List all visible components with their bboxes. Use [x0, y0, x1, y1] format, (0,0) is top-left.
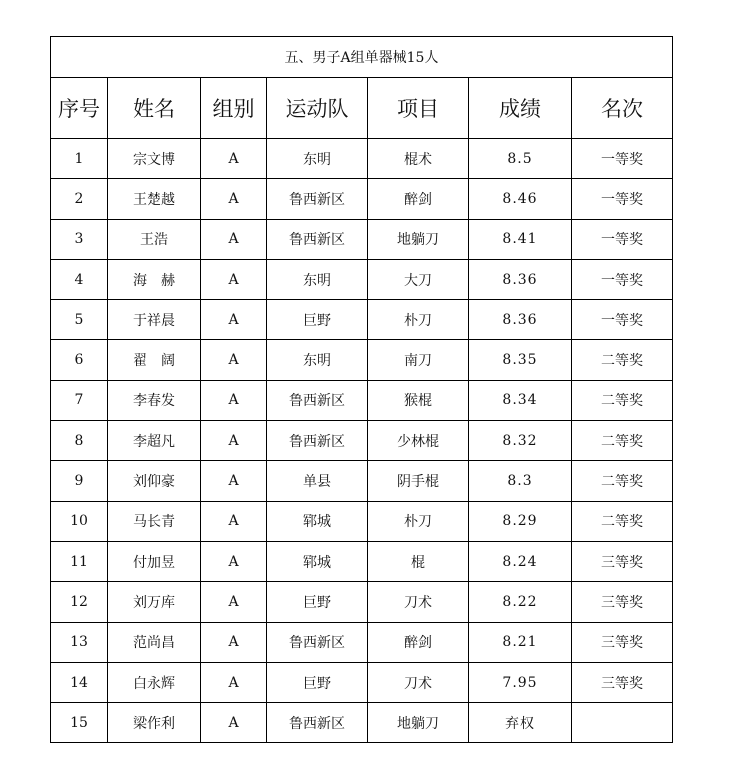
cell-name: 白永辉 [108, 662, 201, 702]
table-row [51, 259, 673, 299]
table-row [51, 461, 673, 501]
cell-name: 李春发 [108, 380, 201, 420]
cell-seq: 15 [51, 703, 108, 743]
cell-score: 8.35 [469, 340, 572, 380]
cell-event: 朴刀 [368, 501, 469, 541]
cell-rank: 一等奖 [572, 179, 673, 219]
cell-team: 巨野 [267, 582, 368, 622]
cell-event: 醉剑 [368, 179, 469, 219]
table-row [51, 662, 673, 702]
cell-score: 8.34 [469, 380, 572, 420]
cell-score: 8.41 [469, 219, 572, 259]
cell-rank: 一等奖 [572, 300, 673, 340]
cell-group: A [201, 259, 267, 299]
cell-seq: 13 [51, 622, 108, 662]
cell-event: 朴刀 [368, 300, 469, 340]
cell-group: A [201, 300, 267, 340]
cell-score: 8.32 [469, 421, 572, 461]
table-row [51, 582, 673, 622]
cell-name: 付加昱 [108, 541, 201, 581]
table-title: 五、男子A组单器械15人 [51, 37, 673, 78]
cell-event: 刀术 [368, 582, 469, 622]
cell-score: 7.95 [469, 662, 572, 702]
cell-seq: 12 [51, 582, 108, 622]
header-group: 组别 [201, 78, 267, 139]
cell-event: 南刀 [368, 340, 469, 380]
cell-name: 马长青 [108, 501, 201, 541]
cell-name: 宗文博 [108, 139, 201, 179]
header-team: 运动队 [267, 78, 368, 139]
cell-seq: 6 [51, 340, 108, 380]
cell-rank: 二等奖 [572, 501, 673, 541]
cell-seq: 10 [51, 501, 108, 541]
table-row [51, 421, 673, 461]
results-sheet [50, 36, 673, 743]
cell-group: A [201, 340, 267, 380]
cell-name: 刘万库 [108, 582, 201, 622]
cell-event: 棍 [368, 541, 469, 581]
cell-rank: 三等奖 [572, 582, 673, 622]
cell-team: 鲁西新区 [267, 380, 368, 420]
cell-score: 8.29 [469, 501, 572, 541]
cell-group: A [201, 501, 267, 541]
cell-rank: 一等奖 [572, 139, 673, 179]
table-row [51, 139, 673, 179]
header-score: 成绩 [469, 78, 572, 139]
cell-seq: 14 [51, 662, 108, 702]
cell-score: 8.24 [469, 541, 572, 581]
cell-group: A [201, 179, 267, 219]
table-row [51, 541, 673, 581]
header-rank: 名次 [572, 78, 673, 139]
cell-seq: 1 [51, 139, 108, 179]
cell-event: 醉剑 [368, 622, 469, 662]
cell-team: 东明 [267, 139, 368, 179]
cell-team: 鲁西新区 [267, 622, 368, 662]
table-row [51, 622, 673, 662]
cell-event: 刀术 [368, 662, 469, 702]
cell-score: 8.46 [469, 179, 572, 219]
results-table [50, 36, 673, 743]
cell-rank: 二等奖 [572, 461, 673, 501]
cell-team: 东明 [267, 259, 368, 299]
cell-seq: 2 [51, 179, 108, 219]
cell-team: 巨野 [267, 300, 368, 340]
cell-score: 8.22 [469, 582, 572, 622]
title-row [51, 37, 673, 78]
cell-score: 8.36 [469, 300, 572, 340]
cell-name: 刘仰豪 [108, 461, 201, 501]
table-row [51, 300, 673, 340]
cell-event: 大刀 [368, 259, 469, 299]
cell-event: 少林棍 [368, 421, 469, 461]
cell-name: 翟 阔 [108, 340, 201, 380]
cell-team: 郓城 [267, 501, 368, 541]
table-row [51, 380, 673, 420]
cell-team: 东明 [267, 340, 368, 380]
cell-name: 范尚昌 [108, 622, 201, 662]
cell-name: 王楚越 [108, 179, 201, 219]
cell-group: A [201, 541, 267, 581]
cell-seq: 11 [51, 541, 108, 581]
cell-group: A [201, 662, 267, 702]
cell-seq: 9 [51, 461, 108, 501]
cell-group: A [201, 219, 267, 259]
cell-event: 棍术 [368, 139, 469, 179]
table-row [51, 501, 673, 541]
table-row [51, 219, 673, 259]
cell-rank: 三等奖 [572, 622, 673, 662]
cell-seq: 4 [51, 259, 108, 299]
cell-team: 鲁西新区 [267, 179, 368, 219]
header-seq: 序号 [51, 78, 108, 139]
table-row [51, 703, 673, 743]
cell-name: 李超凡 [108, 421, 201, 461]
cell-seq: 3 [51, 219, 108, 259]
cell-team: 鲁西新区 [267, 219, 368, 259]
header-row [51, 78, 673, 139]
cell-team: 鲁西新区 [267, 421, 368, 461]
cell-score: 弃权 [469, 703, 572, 743]
cell-group: A [201, 622, 267, 662]
cell-seq: 8 [51, 421, 108, 461]
cell-rank: 一等奖 [572, 219, 673, 259]
cell-group: A [201, 380, 267, 420]
cell-rank [572, 703, 673, 743]
cell-name: 梁作利 [108, 703, 201, 743]
cell-group: A [201, 461, 267, 501]
cell-score: 8.5 [469, 139, 572, 179]
table-row [51, 179, 673, 219]
cell-event: 地躺刀 [368, 219, 469, 259]
cell-score: 8.3 [469, 461, 572, 501]
cell-event: 地躺刀 [368, 703, 469, 743]
cell-group: A [201, 421, 267, 461]
cell-team: 鲁西新区 [267, 703, 368, 743]
cell-rank: 三等奖 [572, 541, 673, 581]
table-row [51, 340, 673, 380]
cell-rank: 二等奖 [572, 340, 673, 380]
cell-name: 于祥晨 [108, 300, 201, 340]
cell-team: 巨野 [267, 662, 368, 702]
cell-rank: 二等奖 [572, 421, 673, 461]
cell-score: 8.21 [469, 622, 572, 662]
cell-event: 猴棍 [368, 380, 469, 420]
cell-seq: 7 [51, 380, 108, 420]
cell-seq: 5 [51, 300, 108, 340]
cell-team: 郓城 [267, 541, 368, 581]
cell-group: A [201, 703, 267, 743]
cell-rank: 二等奖 [572, 380, 673, 420]
header-name: 姓名 [108, 78, 201, 139]
cell-event: 阴手棍 [368, 461, 469, 501]
cell-rank: 三等奖 [572, 662, 673, 702]
cell-group: A [201, 582, 267, 622]
cell-rank: 一等奖 [572, 259, 673, 299]
cell-name: 王浩 [108, 219, 201, 259]
cell-name: 海 赫 [108, 259, 201, 299]
cell-team: 单县 [267, 461, 368, 501]
cell-score: 8.36 [469, 259, 572, 299]
cell-group: A [201, 139, 267, 179]
header-event: 项目 [368, 78, 469, 139]
